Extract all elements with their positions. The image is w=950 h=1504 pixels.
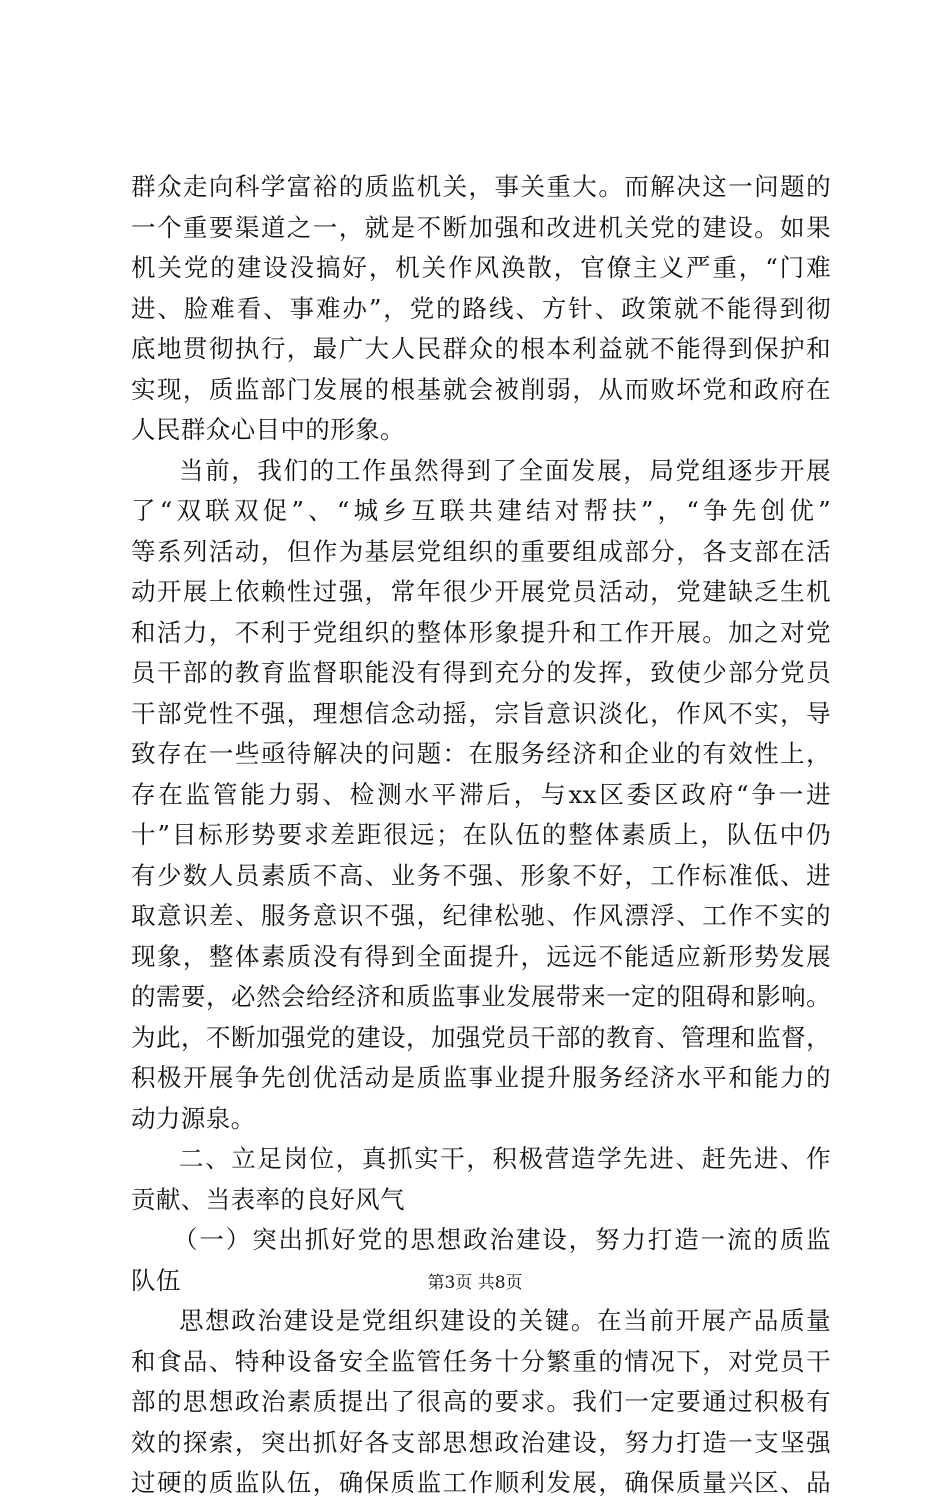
- section-heading-continued: 贡献、当表率的良好风气: [131, 1184, 405, 1214]
- document-body: [131, 167, 831, 1504]
- text-line: 的需要，必然会给经济和质监事业发展带来一定的阻碍和影响。: [131, 982, 831, 1011]
- paragraph-first-line: 当前，我们的工作虽然得到了全面发展，局党组逐步开展: [179, 455, 831, 485]
- text-line: 和活力，不利于党组织的整体形象提升和工作开展。加之对党: [131, 617, 831, 647]
- text-line: 了“双联双促”、“城乡互联共建结对帮扶”，“争先创优”: [131, 496, 831, 525]
- subsection-heading: （一）突出抓好党的思想政治建设，努力打造一流的质监: [173, 1225, 831, 1254]
- section-heading: 二、立足岗位，真抓实干，积极营造学先进、赶先进、作: [179, 1144, 831, 1173]
- text-line: 机关党的建设没搞好，机关作风涣散，官僚主义严重，“门难: [131, 253, 831, 282]
- text-line: 为此，不断加强党的建设，加强党员干部的教育、管理和监督，: [131, 1022, 831, 1052]
- text-line: 积极开展争先创优活动是质监事业提升服务经济水平和能力的: [131, 1063, 831, 1092]
- text-line: 干部党性不强，理想信念动摇，宗旨意识淡化，作风不实，导: [131, 698, 831, 728]
- text-line: 十”目标形势要求差距很远；在队伍的整体素质上，队伍中仍: [131, 820, 831, 849]
- page-number-footer: 第3页 共8页: [427, 1273, 523, 1293]
- paragraph-first-line: 思想政治建设是党组织建设的关键。在当前开展产品质量: [179, 1306, 831, 1335]
- text-line: 效的探索，突出抓好各支部思想政治建设，努力打造一支坚强: [131, 1427, 831, 1457]
- text-line: 致存在一些亟待解决的问题：在服务经济和企业的有效性上，: [131, 739, 831, 768]
- text-line: 实现，质监部门发展的根基就会被削弱，从而败坏党和政府在: [131, 374, 831, 404]
- text-line: 动力源泉。: [131, 1103, 256, 1133]
- text-line: 群众走向科学富裕的质监机关，事关重大。而解决这一问题的: [131, 172, 831, 201]
- text-line: 进、脸难看、事难办”，党的路线、方针、政策就不能得到彻: [131, 293, 831, 323]
- text-line: 和食品、特种设备安全监管任务十分繁重的情况下，对党员干: [131, 1346, 831, 1376]
- text-line: 过硬的质监队伍，确保质监工作顺利发展，确保质量兴区、品: [131, 1468, 831, 1497]
- text-line: 底地贯彻执行，最广大人民群众的根本利益就不能得到保护和: [131, 334, 831, 363]
- text-line: 存在监管能力弱、检测水平滞后，与xx区委区政府“争一进: [131, 779, 831, 809]
- text-line: 取意识差、服务意识不强，纪律松驰、作风漂浮、工作不实的: [131, 901, 831, 930]
- text-line: 等系列活动，但作为基层党组织的重要组成部分，各支部在活: [131, 536, 831, 566]
- text-line: 有少数人员素质不高、业务不强、形象不好，工作标准低、进: [131, 860, 831, 890]
- text-line: 现象，整体素质没有得到全面提升，远远不能适应新形势发展: [131, 941, 831, 971]
- text-line: 动开展上依赖性过强，常年很少开展党员活动，党建缺乏生机: [131, 577, 831, 606]
- text-line: 人民群众心目中的形象。: [131, 415, 405, 444]
- subsection-heading-continued: 队伍: [131, 1265, 181, 1295]
- text-line: 员干部的教育监督职能没有得到充分的发挥，致使少部分党员: [131, 658, 831, 687]
- text-line: 一个重要渠道之一，就是不断加强和改进机关党的建设。如果: [131, 212, 831, 242]
- text-line: 部的思想政治素质提出了很高的要求。我们一定要通过积极有: [131, 1387, 831, 1416]
